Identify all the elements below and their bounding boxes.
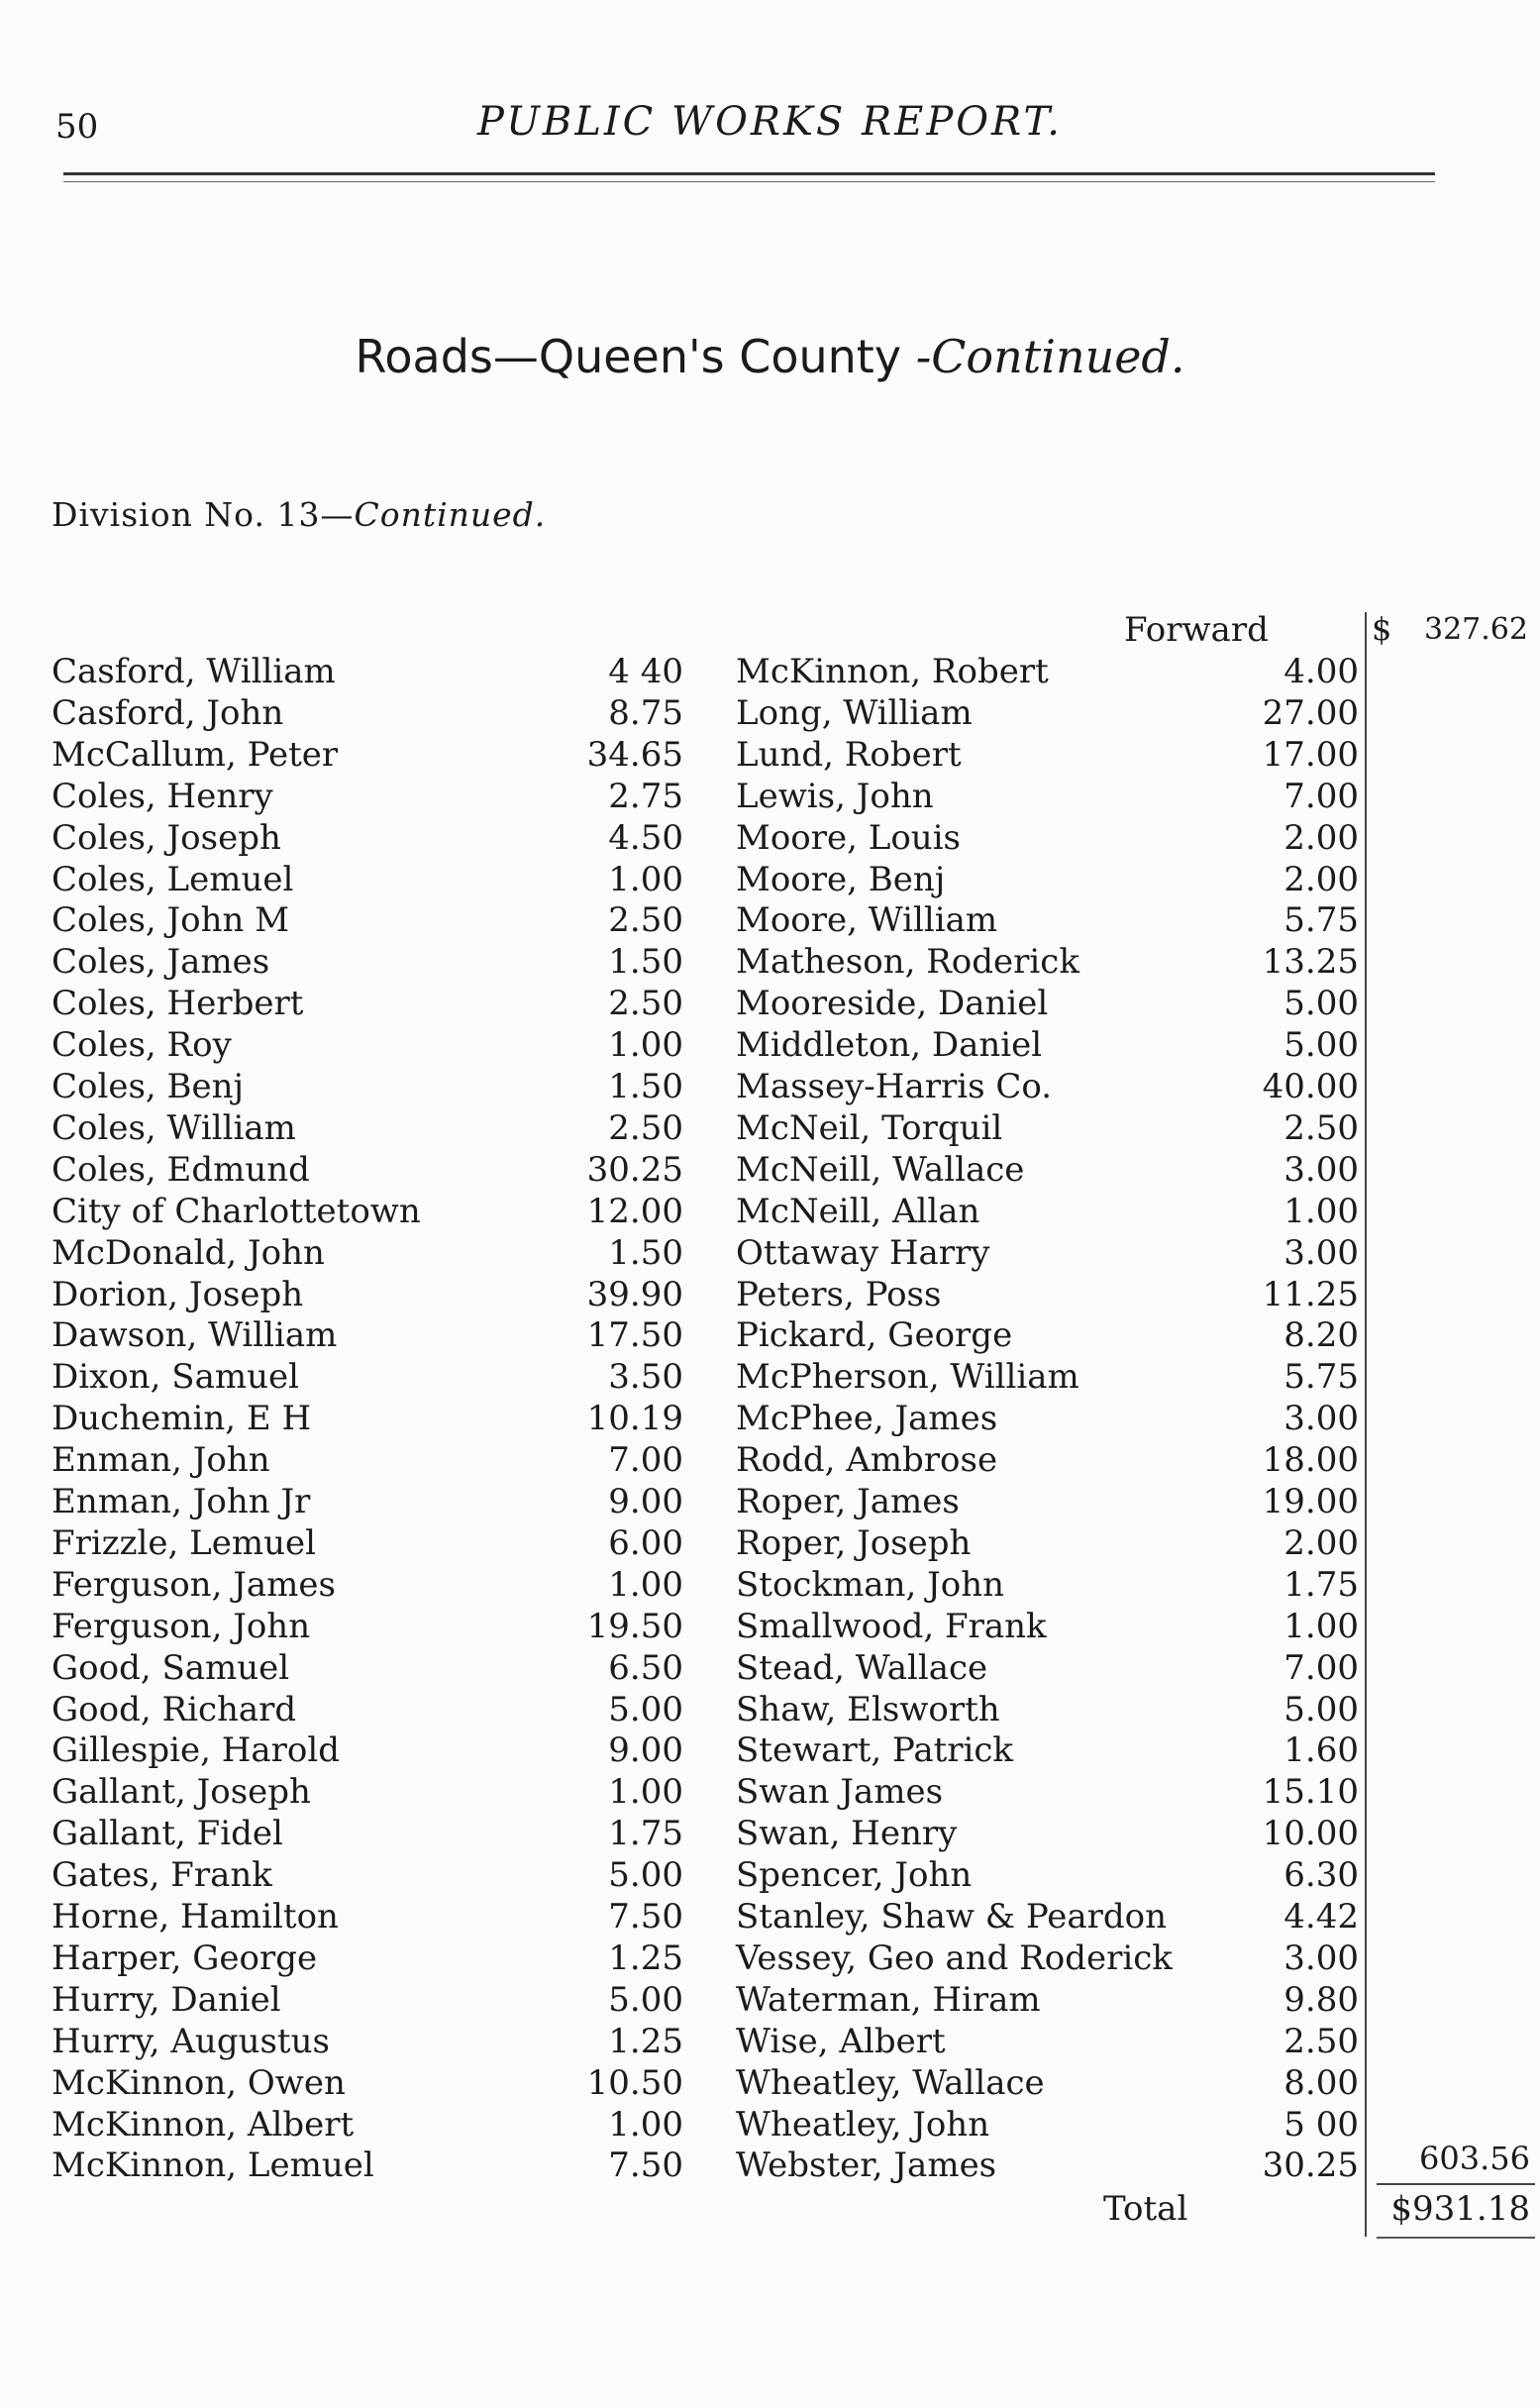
right-entry-amount: 1.00 bbox=[1283, 1192, 1359, 1231]
left-entry-name: Duchemin, E H bbox=[51, 1399, 312, 1438]
right-entry-amount: 40.00 bbox=[1262, 1067, 1359, 1106]
left-entry-amount: 3.50 bbox=[608, 1357, 683, 1397]
left-entry-name: City of Charlottetown bbox=[51, 1192, 421, 1231]
right-entry-name: McNeil, Torquil bbox=[736, 1108, 1003, 1148]
right-entry-amount: 1.60 bbox=[1283, 1730, 1359, 1770]
right-entry-amount: 8.00 bbox=[1283, 2063, 1359, 2103]
right-entry-amount: 3.00 bbox=[1283, 1233, 1359, 1273]
right-entry-amount: 19.00 bbox=[1262, 1482, 1359, 1521]
right-entry-amount: 13.25 bbox=[1262, 942, 1359, 982]
left-entry-name: Good, Samuel bbox=[51, 1648, 290, 1688]
left-entry-amount: 1.25 bbox=[608, 2022, 683, 2061]
header-rule-thin bbox=[63, 181, 1435, 182]
right-entry-amount: 7.00 bbox=[1283, 777, 1359, 816]
carried-column-rule bbox=[1365, 612, 1367, 2237]
left-entry-amount: 39.90 bbox=[586, 1275, 683, 1314]
left-entry-name: Coles, Edmund bbox=[51, 1150, 310, 1190]
right-entry-name: Swan James bbox=[736, 1772, 944, 1812]
left-entry-amount: 9.00 bbox=[608, 1482, 683, 1521]
left-entry-name: Ferguson, James bbox=[51, 1565, 336, 1605]
left-entry-amount: 1.50 bbox=[608, 942, 683, 982]
left-entry-name: McDonald, John bbox=[51, 1233, 325, 1273]
left-entry-amount: 8.75 bbox=[608, 693, 683, 733]
left-entry-name: McKinnon, Lemuel bbox=[51, 2146, 374, 2185]
right-entry-amount: 3.00 bbox=[1283, 1150, 1359, 1190]
right-entry-name: Roper, Joseph bbox=[736, 1523, 972, 1563]
right-entry-name: Long, William bbox=[736, 693, 973, 733]
left-entry-name: Gallant, Fidel bbox=[51, 1814, 283, 1853]
right-entry-name: Ottaway Harry bbox=[736, 1233, 990, 1273]
left-entry-amount: 1.00 bbox=[608, 1565, 683, 1605]
right-entry-name: Roper, James bbox=[736, 1482, 960, 1521]
right-entry-amount: 10.00 bbox=[1262, 1814, 1359, 1853]
right-entry-name: McNeill, Wallace bbox=[736, 1150, 1025, 1190]
forward-amount: 327.62 bbox=[1424, 612, 1528, 647]
left-entry-amount: 1.00 bbox=[608, 1025, 683, 1065]
right-entry-name: Rodd, Ambrose bbox=[736, 1440, 998, 1480]
total-label: Total bbox=[1103, 2189, 1188, 2229]
left-entry-name: McKinnon, Owen bbox=[51, 2063, 346, 2103]
right-entry-name: Wheatley, Wallace bbox=[736, 2063, 1045, 2103]
left-entry-name: Coles, Joseph bbox=[51, 818, 281, 858]
right-entry-amount: 5.00 bbox=[1283, 984, 1359, 1023]
right-entry-amount: 6.30 bbox=[1283, 1855, 1359, 1895]
right-entry-amount: 5.00 bbox=[1283, 1690, 1359, 1729]
forward-dollar-sign: $ bbox=[1372, 610, 1392, 648]
left-entry-name: Coles, Benj bbox=[51, 1067, 245, 1106]
left-entry-name: Ferguson, John bbox=[51, 1607, 311, 1646]
left-entry-amount: 5.00 bbox=[608, 1690, 683, 1729]
right-entry-amount: 1.75 bbox=[1283, 1565, 1359, 1605]
left-entry-amount: 7.50 bbox=[608, 2146, 683, 2185]
left-entry-name: Coles, Lemuel bbox=[51, 860, 294, 899]
right-entry-amount: 5 00 bbox=[1283, 2105, 1359, 2145]
left-entry-name: Coles, William bbox=[51, 1108, 296, 1148]
left-entry-name: Coles, Roy bbox=[51, 1025, 232, 1065]
left-entry-amount: 1.00 bbox=[608, 1772, 683, 1812]
division-label: Division No. 13— bbox=[51, 495, 355, 534]
left-entry-amount: 1.50 bbox=[608, 1067, 683, 1106]
left-entry-name: Enman, John Jr bbox=[51, 1482, 311, 1521]
right-entry-name: Lund, Robert bbox=[736, 735, 962, 775]
right-entry-name: Shaw, Elsworth bbox=[736, 1690, 1000, 1729]
right-entry-name: Smallwood, Frank bbox=[736, 1607, 1047, 1646]
right-entry-name: Waterman, Hiram bbox=[736, 1980, 1041, 2020]
left-entry-name: McKinnon, Albert bbox=[51, 2105, 355, 2145]
left-entry-name: Enman, John bbox=[51, 1440, 270, 1480]
left-entry-amount: 7.50 bbox=[608, 1897, 683, 1937]
subtotal-amount: 603.56 bbox=[1419, 2140, 1530, 2177]
left-entry-name: Gillespie, Harold bbox=[51, 1730, 341, 1770]
subtotal-rule bbox=[1377, 2183, 1535, 2185]
right-entry-amount: 2.50 bbox=[1283, 2022, 1359, 2061]
right-entry-amount: 9.80 bbox=[1283, 1980, 1359, 2020]
left-entry-amount: 1.50 bbox=[608, 1233, 683, 1273]
right-entry-amount: 15.10 bbox=[1262, 1772, 1359, 1812]
forward-label: Forward bbox=[1124, 610, 1269, 650]
left-entry-name: Dixon, Samuel bbox=[51, 1357, 299, 1397]
left-entry-amount: 2.50 bbox=[608, 1108, 683, 1148]
left-entry-name: Dawson, William bbox=[51, 1315, 338, 1355]
left-entry-amount: 10.19 bbox=[586, 1399, 683, 1438]
left-entry-name: Coles, John M bbox=[51, 900, 290, 940]
running-title: PUBLIC WORKS REPORT. bbox=[477, 99, 1063, 145]
right-entry-name: Wise, Albert bbox=[736, 2022, 946, 2061]
right-entry-name: McPhee, James bbox=[736, 1399, 998, 1438]
right-entry-amount: 3.00 bbox=[1283, 1938, 1359, 1978]
right-entry-amount: 2.00 bbox=[1283, 1523, 1359, 1563]
right-entry-amount: 2.00 bbox=[1283, 818, 1359, 858]
right-entry-name: Vessey, Geo and Roderick bbox=[736, 1938, 1173, 1978]
title-main: Roads—Queen's County bbox=[355, 330, 902, 383]
right-entry-name: Moore, Benj bbox=[736, 860, 946, 899]
left-entry-amount: 4 40 bbox=[608, 652, 683, 691]
right-entry-name: McNeill, Allan bbox=[736, 1192, 980, 1231]
left-entry-name: Gallant, Joseph bbox=[51, 1772, 311, 1812]
left-entry-amount: 5.00 bbox=[608, 1980, 683, 2020]
right-entry-name: Spencer, John bbox=[736, 1855, 973, 1895]
left-entry-name: Dorion, Joseph bbox=[51, 1275, 304, 1314]
right-entry-name: Stewart, Patrick bbox=[736, 1730, 1014, 1770]
left-entry-name: Casford, William bbox=[51, 652, 336, 691]
right-entry-amount: 30.25 bbox=[1262, 2146, 1359, 2185]
right-entry-name: Stead, Wallace bbox=[736, 1648, 988, 1688]
right-entry-name: Swan, Henry bbox=[736, 1814, 958, 1853]
left-entry-amount: 2.50 bbox=[608, 900, 683, 940]
division-heading bbox=[51, 495, 546, 534]
left-entry-name: Coles, James bbox=[51, 942, 270, 982]
right-entry-name: Wheatley, John bbox=[736, 2105, 990, 2145]
left-entry-name: Coles, Herbert bbox=[51, 984, 304, 1023]
left-entry-name: McCallum, Peter bbox=[51, 735, 339, 775]
left-entry-amount: 2.75 bbox=[608, 777, 683, 816]
left-entry-amount: 1.25 bbox=[608, 1938, 683, 1978]
left-entry-amount: 5.00 bbox=[608, 1855, 683, 1895]
right-entry-name: Mooreside, Daniel bbox=[736, 984, 1049, 1023]
left-entry-name: Gates, Frank bbox=[51, 1855, 272, 1895]
left-entry-name: Frizzle, Lemuel bbox=[51, 1523, 316, 1563]
right-entry-amount: 3.00 bbox=[1283, 1399, 1359, 1438]
left-entry-name: Hurry, Augustus bbox=[51, 2022, 330, 2061]
right-entry-amount: 4.00 bbox=[1283, 652, 1359, 691]
right-entry-amount: 2.50 bbox=[1283, 1108, 1359, 1148]
right-entry-amount: 8.20 bbox=[1283, 1315, 1359, 1355]
left-entry-name: Coles, Henry bbox=[51, 777, 273, 816]
right-entry-name: Stanley, Shaw & Peardon bbox=[736, 1897, 1167, 1937]
right-entry-name: Lewis, John bbox=[736, 777, 934, 816]
left-entry-amount: 9.00 bbox=[608, 1730, 683, 1770]
left-entry-amount: 2.50 bbox=[608, 984, 683, 1023]
total-rule bbox=[1377, 2237, 1535, 2239]
left-entry-name: Hurry, Daniel bbox=[51, 1980, 281, 2020]
right-entry-amount: 2.00 bbox=[1283, 860, 1359, 899]
right-entry-amount: 4.42 bbox=[1283, 1897, 1359, 1937]
left-entry-amount: 30.25 bbox=[586, 1150, 683, 1190]
right-entry-name: Peters, Poss bbox=[736, 1275, 942, 1314]
header-rule bbox=[63, 172, 1435, 175]
left-entry-amount: 19.50 bbox=[586, 1607, 683, 1646]
left-entry-name: Horne, Hamilton bbox=[51, 1897, 339, 1937]
left-entry-amount: 6.50 bbox=[608, 1648, 683, 1688]
left-entry-amount: 1.00 bbox=[608, 860, 683, 899]
right-entry-amount: 17.00 bbox=[1262, 735, 1359, 775]
right-entry-name: McPherson, William bbox=[736, 1357, 1079, 1397]
right-entry-amount: 1.00 bbox=[1283, 1607, 1359, 1646]
total-amount: $931.18 bbox=[1390, 2189, 1530, 2229]
right-entry-name: Matheson, Roderick bbox=[736, 942, 1079, 982]
right-entry-amount: 18.00 bbox=[1262, 1440, 1359, 1480]
left-entry-amount: 4.50 bbox=[608, 818, 683, 858]
right-entry-amount: 7.00 bbox=[1283, 1648, 1359, 1688]
left-entry-amount: 6.00 bbox=[608, 1523, 683, 1563]
left-entry-amount: 10.50 bbox=[586, 2063, 683, 2103]
title-continued: -Continued. bbox=[915, 330, 1185, 383]
right-entry-name: Webster, James bbox=[736, 2146, 997, 2185]
left-entry-amount: 17.50 bbox=[586, 1315, 683, 1355]
right-entry-amount: 5.75 bbox=[1283, 1357, 1359, 1397]
right-entry-name: Pickard, George bbox=[736, 1315, 1013, 1355]
right-entry-amount: 11.25 bbox=[1262, 1275, 1359, 1314]
division-continued: Continued. bbox=[354, 495, 547, 534]
right-entry-name: Moore, Louis bbox=[736, 818, 962, 858]
page-number: 50 bbox=[55, 107, 99, 147]
page-title bbox=[0, 330, 1540, 383]
right-entry-name: Stockman, John bbox=[736, 1565, 1004, 1605]
right-entry-name: Moore, William bbox=[736, 900, 998, 940]
right-entry-amount: 27.00 bbox=[1262, 693, 1359, 733]
left-entry-amount: 1.00 bbox=[608, 2105, 683, 2145]
left-entry-amount: 1.75 bbox=[608, 1814, 683, 1853]
left-entry-name: Harper, George bbox=[51, 1938, 318, 1978]
right-entry-amount: 5.00 bbox=[1283, 1025, 1359, 1065]
left-entry-amount: 7.00 bbox=[608, 1440, 683, 1480]
right-entry-amount: 5.75 bbox=[1283, 900, 1359, 940]
left-entry-amount: 34.65 bbox=[586, 735, 683, 775]
right-entry-name: Massey-Harris Co. bbox=[736, 1067, 1053, 1106]
left-entry-name: Casford, John bbox=[51, 693, 284, 733]
left-entry-name: Good, Richard bbox=[51, 1690, 297, 1729]
left-entry-amount: 12.00 bbox=[586, 1192, 683, 1231]
right-entry-name: McKinnon, Robert bbox=[736, 652, 1049, 691]
right-entry-name: Middleton, Daniel bbox=[736, 1025, 1043, 1065]
